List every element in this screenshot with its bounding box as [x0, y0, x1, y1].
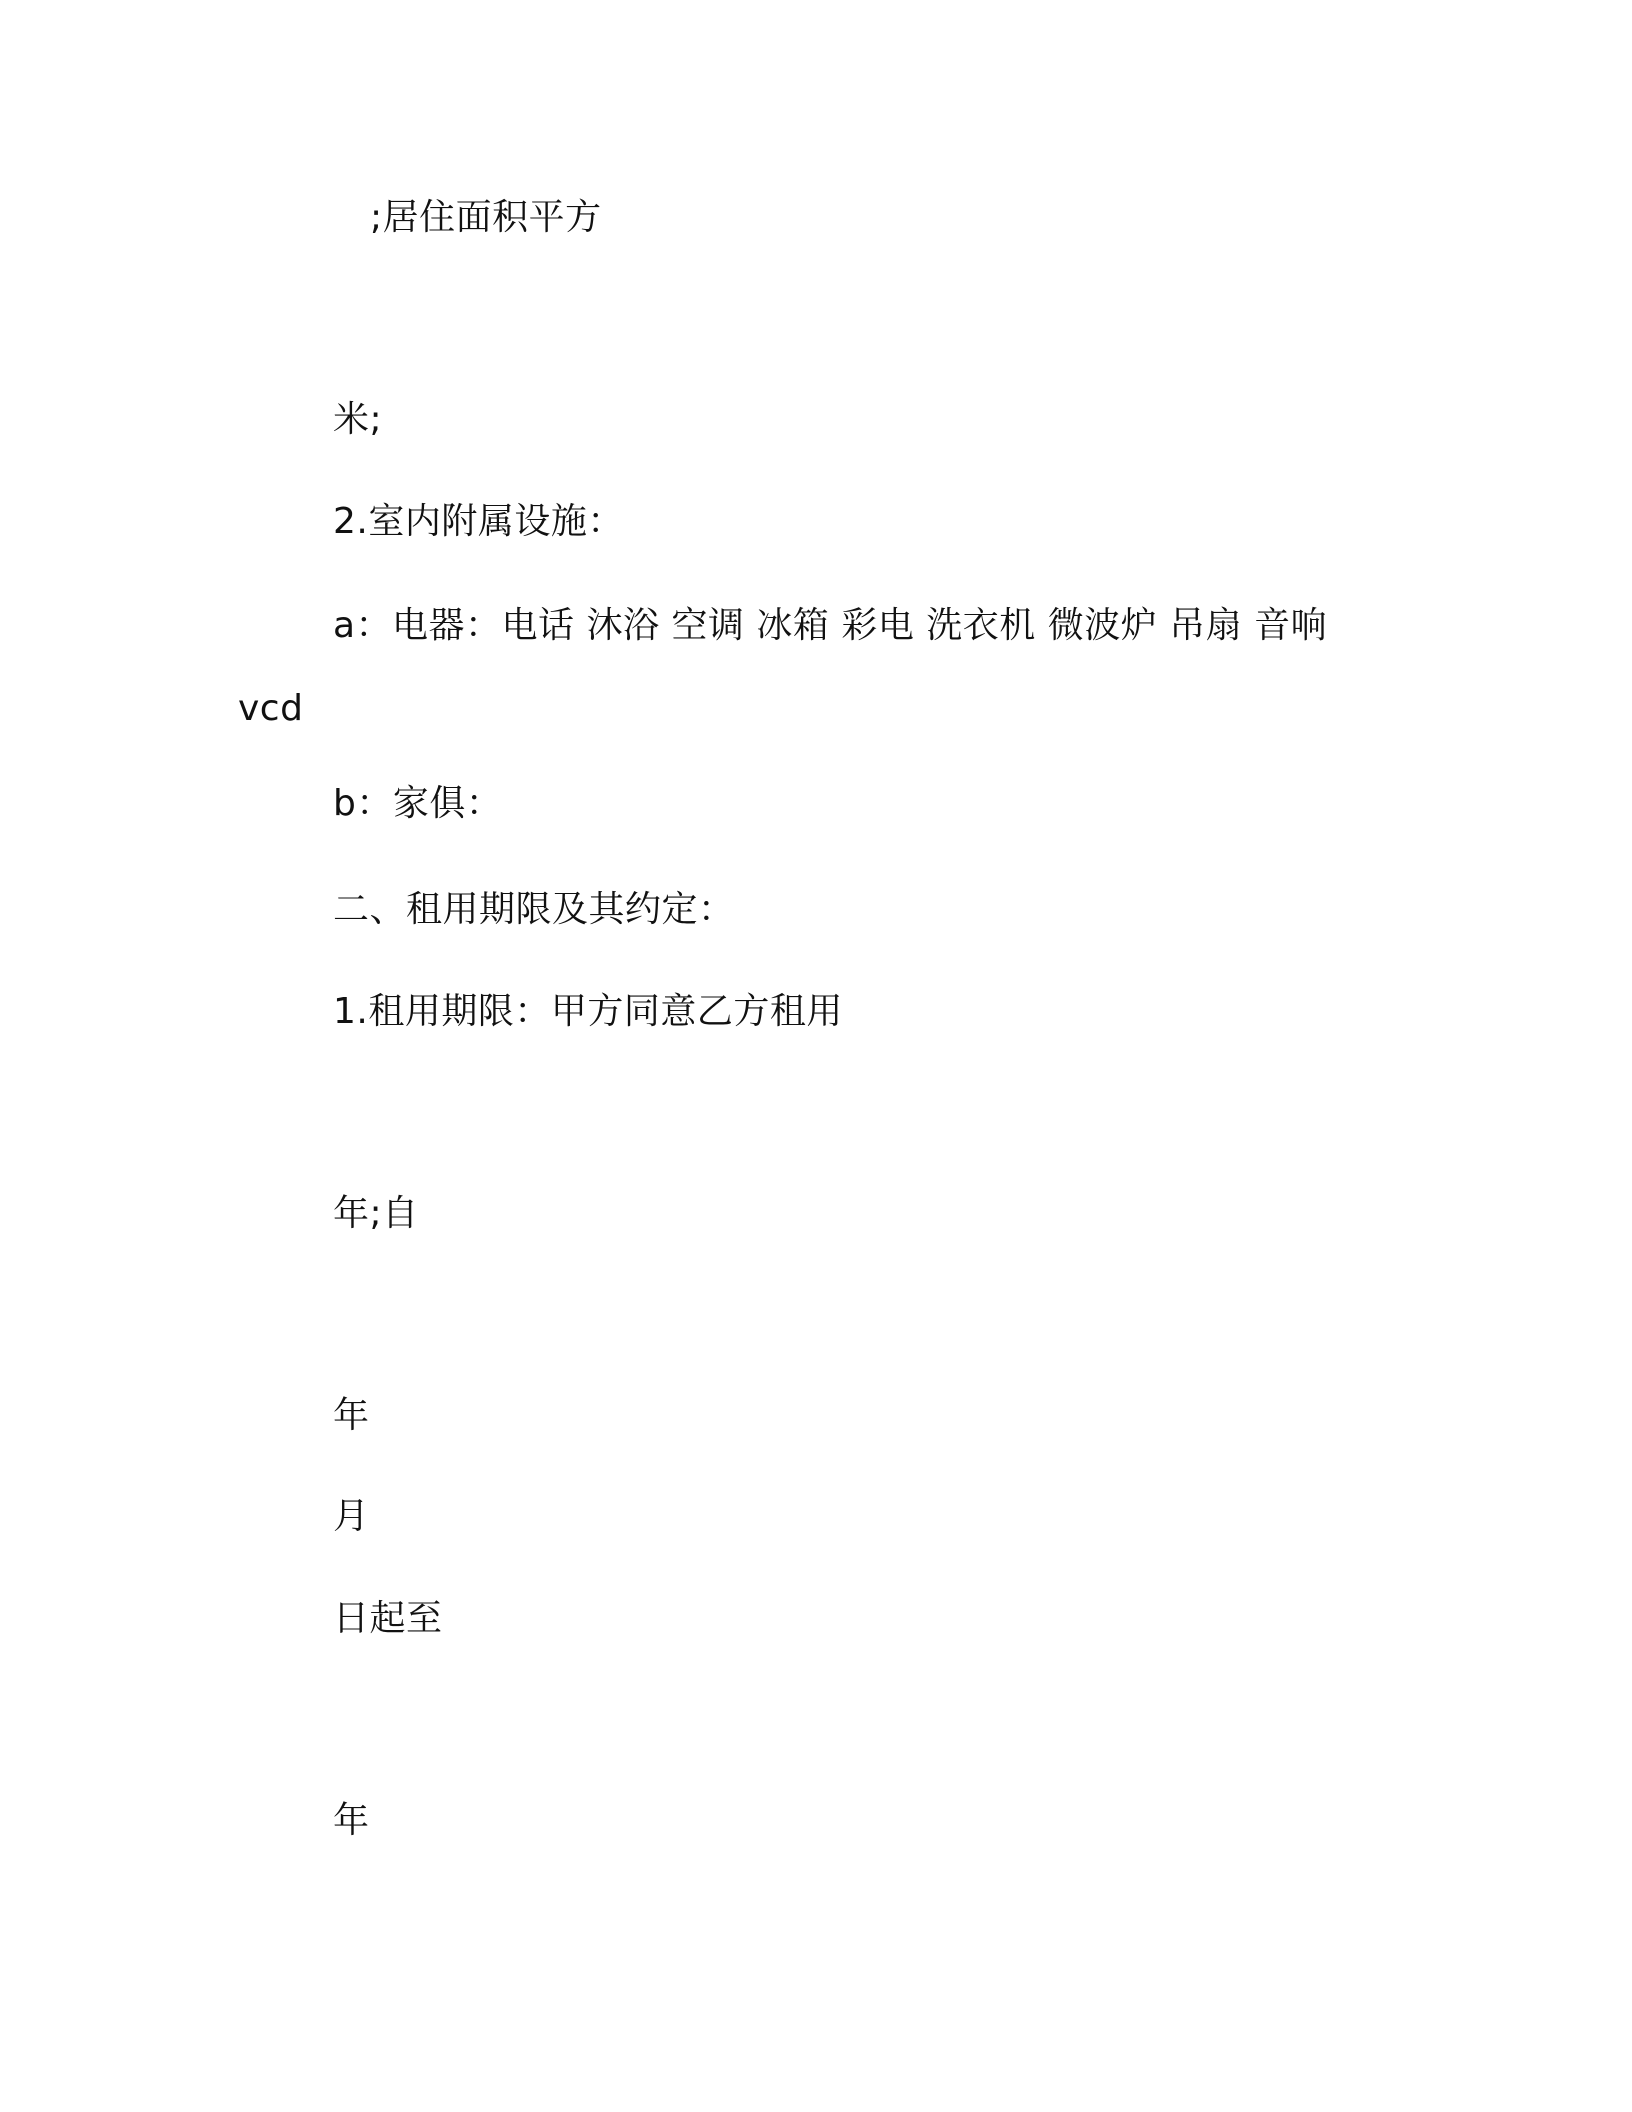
- text-line-unit: 米;: [333, 399, 383, 440]
- text-line-year-from: 年;自: [333, 1193, 419, 1234]
- text-line-end-year: 年: [333, 1800, 370, 1841]
- text-line-area: ;居住面积平方: [370, 197, 602, 238]
- text-line-appliances: a：电器：电话 沐浴 空调 冰箱 彩电 洗衣机 微波炉 吊扇 音响: [333, 605, 1328, 646]
- text-line-month: 月: [333, 1496, 370, 1537]
- text-line-appliances-continued: vcd: [238, 688, 304, 729]
- text-line-facilities-heading: 2.室内附属设施：: [333, 501, 624, 542]
- text-line-furniture: b：家俱：: [333, 783, 503, 824]
- text-line-year: 年: [333, 1395, 370, 1436]
- section-heading-lease-term: 二、租用期限及其约定：: [333, 889, 735, 930]
- text-line-day-until: 日起至: [333, 1598, 443, 1639]
- text-line-lease-period: 1.租用期限：甲方同意乙方租用: [333, 991, 843, 1032]
